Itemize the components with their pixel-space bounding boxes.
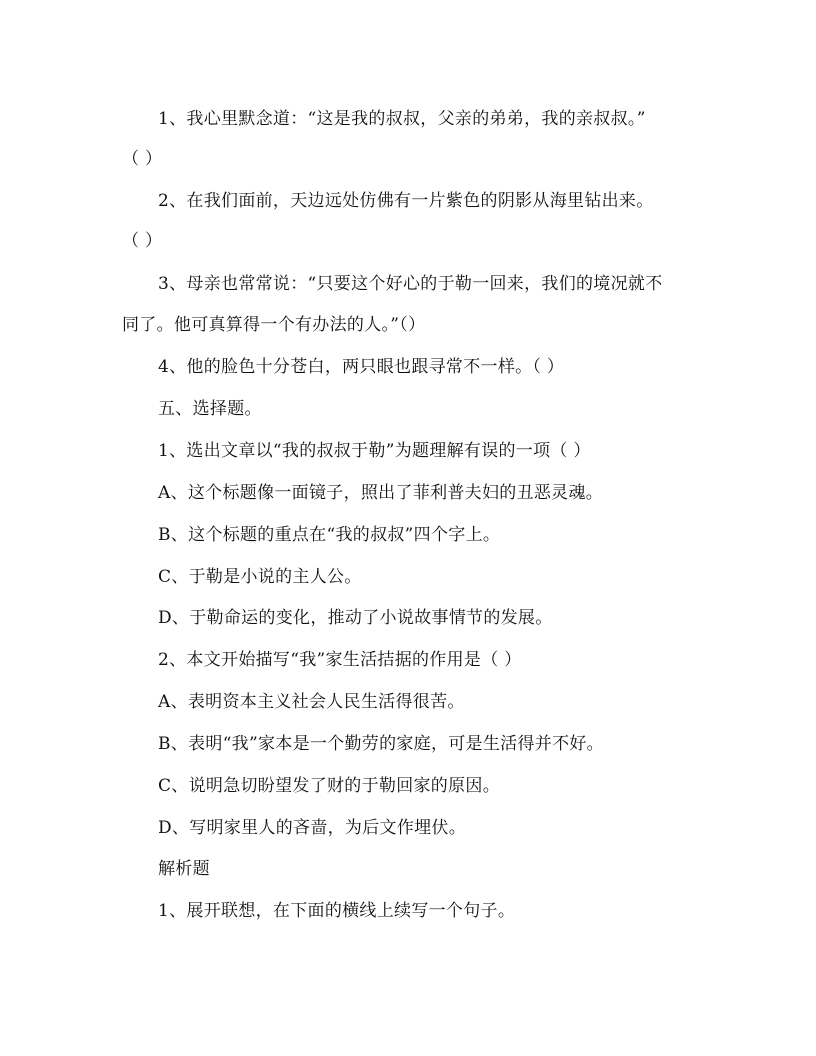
- choice-2-option-a: A、表明资本主义社会人民生活得很苦。: [158, 692, 465, 712]
- question-2-answer-blank: （ ）: [122, 231, 163, 251]
- choice-1-option-d: D、于勒命运的变化，推动了小说故事情节的发展。: [158, 608, 553, 628]
- choice-2-option-d: D、写明家里人的吝啬，为后文作埋伏。: [158, 818, 467, 838]
- choice-question-2: 2、本文开始描写“我”家生活拮据的作用是（ ）: [158, 650, 522, 670]
- question-1-line-1: 1、我心里默念道：“这是我的叔叔，父亲的弟弟，我的亲叔叔。”: [158, 109, 646, 129]
- question-2-line-1: 2、在我们面前，天边远处仿佛有一片紫色的阴影从海里钻出来。: [158, 191, 654, 211]
- analysis-question-1: 1、展开联想，在下面的横线上续写一个句子。: [158, 901, 516, 921]
- section-heading-choice: 五、选择题。: [158, 399, 262, 419]
- question-4-line: 4、他的脸色十分苍白，两只眼也跟寻常不一样。（ ）: [158, 357, 565, 377]
- choice-1-option-c: C、于勒是小说的主人公。: [158, 567, 362, 587]
- question-3-line-1: 3、母亲也常常说：“只要这个好心的于勒一回来，我们的境况就不: [158, 274, 663, 294]
- choice-1-option-a: A、这个标题像一面镜子，照出了菲利普夫妇的丑恶灵魂。: [158, 483, 604, 503]
- choice-2-option-c: C、说明急切盼望发了财的于勒回家的原因。: [158, 776, 501, 796]
- choice-1-option-b: B、这个标题的重点在“我的叔叔”四个字上。: [158, 525, 501, 545]
- question-3-line-2: 同了。他可真算得一个有办法的人。”（）: [122, 315, 426, 335]
- choice-2-option-b: B、表明“我”家本是一个勤劳的家庭，可是生活得并不好。: [158, 734, 604, 754]
- section-heading-analysis: 解析题: [158, 859, 210, 879]
- question-1-answer-blank: （ ）: [122, 149, 163, 169]
- choice-question-1: 1、选出文章以“我的叔叔于勒”为题理解有误的一项（ ）: [158, 441, 591, 461]
